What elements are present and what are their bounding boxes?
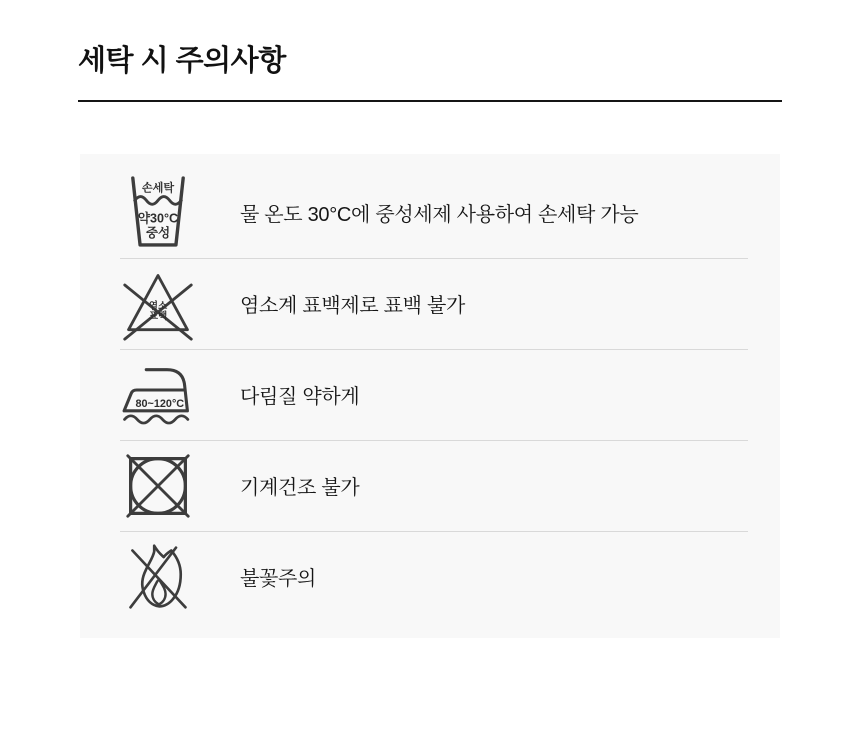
care-instruction-label: 기계건조 불가 — [240, 477, 360, 500]
care-instructions-card — [80, 154, 780, 638]
svg-text:손세탁: 손세탁 — [141, 182, 175, 195]
flame-caution-icon — [120, 540, 196, 614]
care-instruction-label: 불꽃주의 — [240, 568, 317, 591]
svg-text:중성: 중성 — [145, 226, 171, 241]
care-instruction-row — [80, 259, 780, 349]
care-instruction-row — [80, 168, 780, 258]
care-instruction-row — [80, 350, 780, 440]
page-title: 세탁 시 주의사항 — [78, 45, 286, 77]
care-instruction-label: 다림질 약하게 — [240, 386, 360, 409]
page-header — [78, 44, 782, 102]
care-instruction-label: 물 온도 30°C에 중성세제 사용하여 손세탁 가능 — [240, 204, 639, 227]
care-instruction-row — [80, 441, 780, 531]
care-instruction-label: 염소계 표백제로 표백 불가 — [240, 295, 465, 318]
svg-text:약30°C: 약30°C — [137, 211, 179, 226]
no-chlorine-bleach-icon — [120, 264, 196, 344]
handwash-icon — [120, 175, 196, 250]
svg-text:80~120°C: 80~120°C — [135, 397, 185, 410]
svg-text:표백: 표백 — [148, 310, 168, 322]
svg-text:염소: 염소 — [148, 300, 168, 312]
care-instruction-row — [80, 532, 780, 622]
page — [0, 44, 860, 742]
iron-low-heat-icon — [120, 362, 196, 428]
no-tumble-dry-icon — [120, 452, 196, 520]
